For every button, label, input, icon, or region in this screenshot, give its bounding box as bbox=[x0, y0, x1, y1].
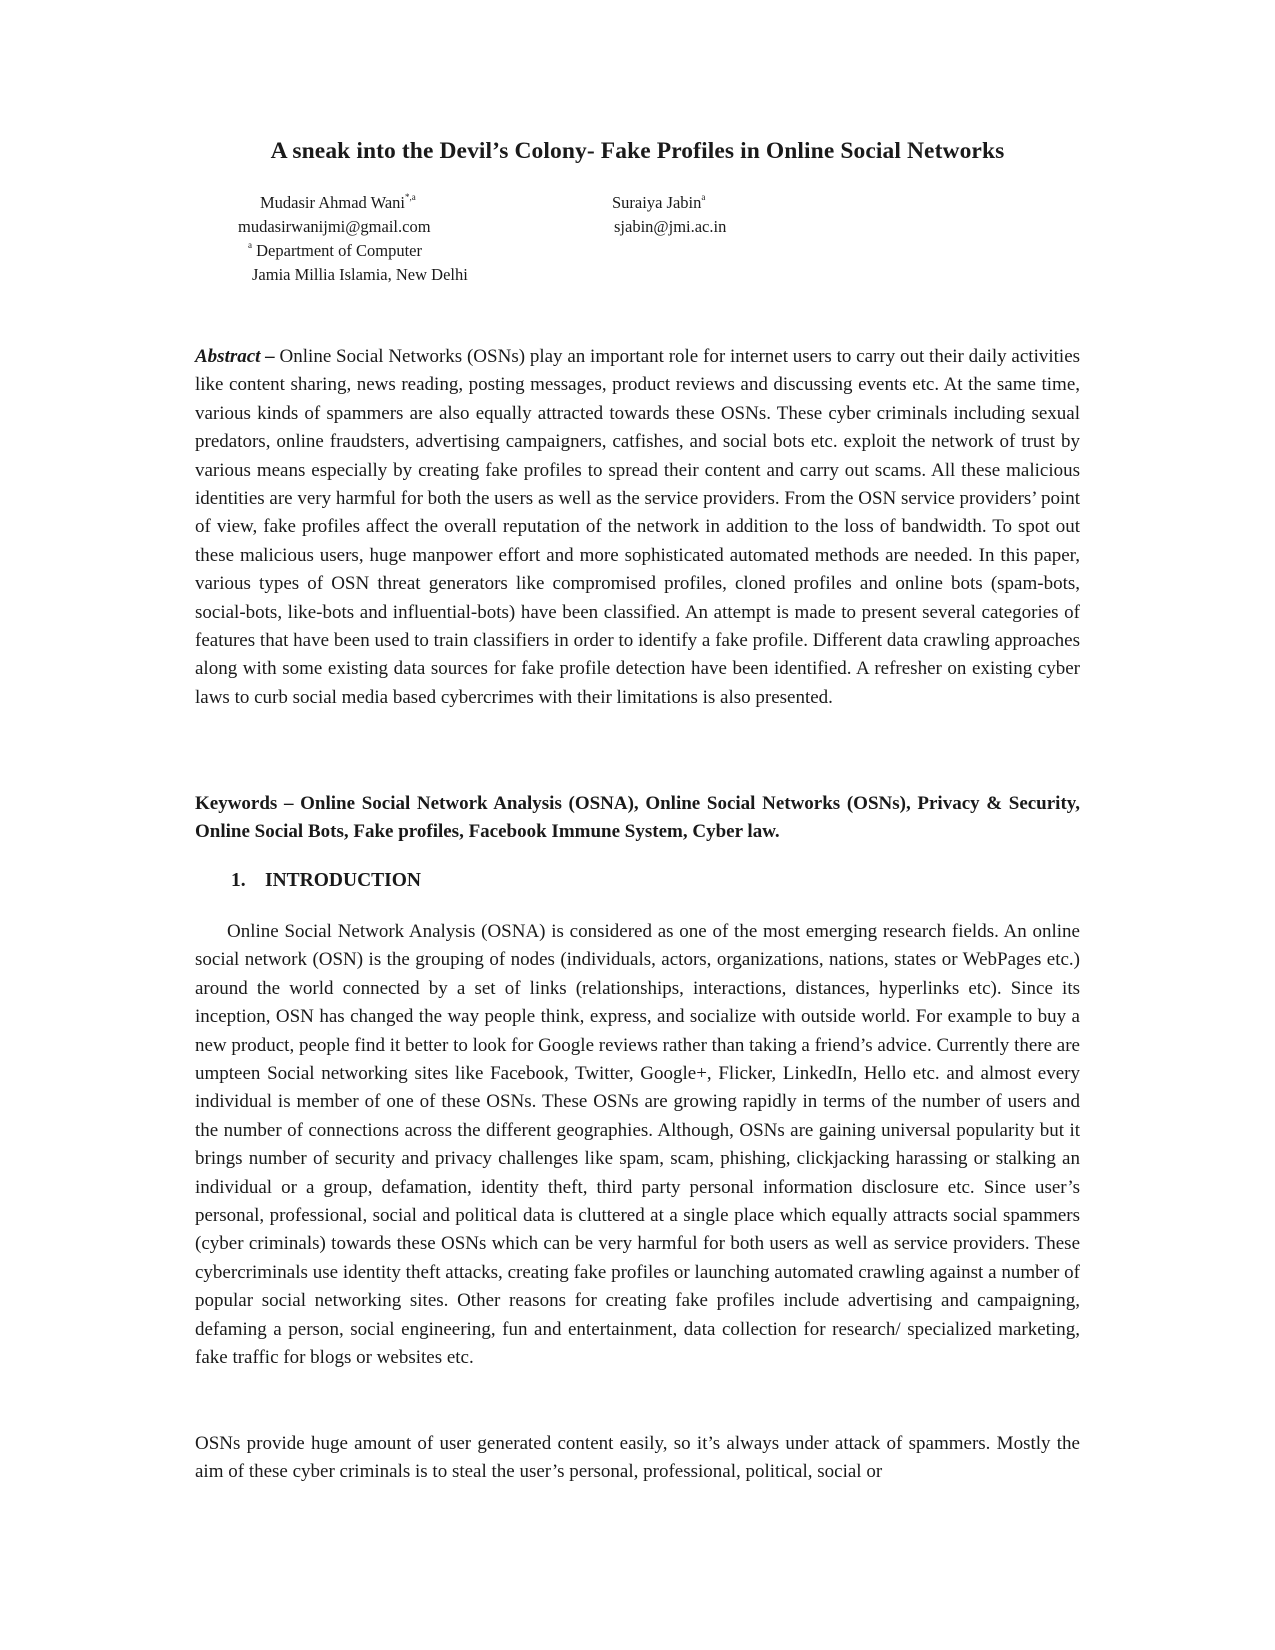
author-name: Suraiya Jabin bbox=[612, 193, 702, 212]
author-block-1 bbox=[238, 191, 468, 287]
author-institution: Jamia Millia Islamia, New Delhi bbox=[252, 265, 468, 284]
author-email: sjabin@jmi.ac.in bbox=[614, 217, 727, 236]
abstract bbox=[195, 343, 1080, 712]
section-number: 1. bbox=[231, 870, 246, 891]
affiliation-mark: a bbox=[701, 192, 706, 202]
author-name-line bbox=[238, 191, 468, 215]
author-block-2 bbox=[612, 191, 726, 239]
keywords: Keywords – Online Social Network Analysis (OSNA), Online Social Networks (OSNs), Privacy & Security, Online Social Bots, Fake profiles, Facebook Immune System, Cyber law. bbox=[195, 793, 1080, 843]
author-department: Department of Computer bbox=[256, 241, 422, 260]
author-department-line bbox=[238, 239, 468, 263]
section-title: INTRODUCTION bbox=[265, 870, 422, 891]
author-name: Mudasir Ahmad Wani bbox=[260, 193, 406, 212]
section-heading bbox=[231, 870, 421, 892]
intro-paragraph-1: Online Social Network Analysis (OSNA) is considered as one of the most emerging research fields. An online social network (OSN) is the grouping of nodes (individuals, actors, organizations, nations, states or WebPages etc.) around the world connected by a set of links (relationships, interactions, distances, hyperlinks etc). Since its inception, OSN has changed the way people think, express, and socialize with outside world. For example to buy a new product, people find it better to look for Google reviews rather than taking a friend’s advice. Currently there are umpteen Social networking sites like Facebook, Twitter, Google+, Flicker, LinkedIn, Hello etc. and almost every individual is member of one of these OSNs. These OSNs are growing rapidly in terms of the number of users and the number of connections across the different geographies. Although, OSNs are gaining universal popularity but it brings number of security and privacy challenges like spam, scam, phishing, clickjacking harassing or stalking an individual or a group, defamation, identity theft, third party personal information disclosure etc. Since user’s personal, professional, social and political data is cluttered at a single place which equally attracts social spammers (cyber criminals) towards these OSNs which can be very harmful for both users as well as service providers. These cybercriminals use identity theft attacks, creating fake profiles or launching automated crawling against a number of popular social networking sites. Other reasons for creating fake profiles include advertising and campaigning, defaming a person, social engineering, fun and entertainment, data collection for research/ specialized marketing, fake traffic for blogs or websites etc. bbox=[195, 921, 1080, 1369]
abstract-label: Abstract – bbox=[195, 346, 275, 367]
author-name-line bbox=[612, 191, 726, 215]
abstract-text: Online Social Networks (OSNs) play an important role for internet users to carry out their daily activities like content sharing, news reading, posting messages, product reviews and discussing events etc. At the same time, various kinds of spammers are also equally attracted towards these OSNs. These cyber criminals including sexual predators, online fraudsters, advertising campaigners, catfishes, and social bots etc. exploit the network of trust by various means especially by creating fake profiles to spread their content and carry out scams. All these malicious identities are very harmful for both the users as well as the service providers. From the OSN service providers’ point of view, fake profiles affect the overall reputation of the network in addition to the loss of bandwidth. To spot out these malicious users, huge manpower effort and more sophisticated automated methods are needed. In this paper, various types of OSN threat generators like compromised profiles, cloned profiles and online bots (spam-bots, social-bots, like-bots and influential-bots) have been classified. An attempt is made to present several categories of features that have been used to train classifiers in order to identify a fake profile. Different data crawling approaches along with some existing data sources for fake profile detection have been identified. A refresher on existing cyber laws to curb social media based cybercrimes with their limitations is also presented. bbox=[195, 346, 1081, 708]
paper-title: A sneak into the Devil’s Colony- Fake Profiles in Online Social Networks bbox=[270, 138, 1005, 164]
author-email: mudasirwanijmi@gmail.com bbox=[238, 217, 431, 236]
affiliation-mark: *,a bbox=[405, 192, 416, 202]
department-mark: a bbox=[248, 240, 252, 250]
intro-paragraph-2: OSNs provide huge amount of user generated content easily, so it’s always under attack of spammers. Mostly the aim of these cyber criminals is to steal the user’s personal, professional, political, social or bbox=[195, 1433, 1080, 1483]
